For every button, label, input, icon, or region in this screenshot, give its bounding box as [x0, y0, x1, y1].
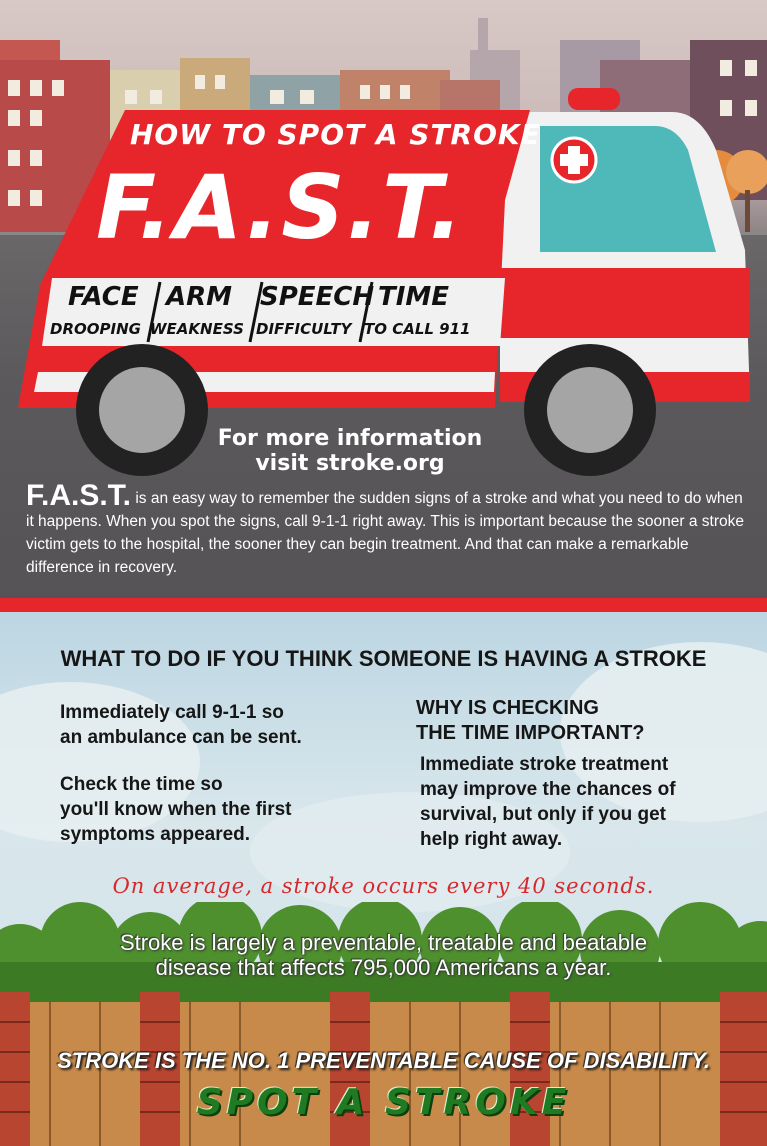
letter-arm: ARM [166, 282, 233, 312]
why-body [420, 752, 676, 852]
step-check-line1: Check the time so [60, 774, 223, 795]
fast-acronym: F.A.S.T. [96, 156, 465, 259]
preventable-line2: disease that affects 795,000 Americans a year. [155, 955, 612, 980]
letter-speech-desc: DIFFICULTY [256, 320, 352, 338]
letter-time-desc: TO CALL 911 [364, 320, 471, 338]
step-check-line2: you'll know when the first [60, 799, 292, 820]
more-info-line1: For more information [217, 426, 483, 451]
average-stat: On average, a stroke occurs every 40 seconds. [112, 874, 655, 898]
red-divider [0, 598, 767, 612]
letter-face-desc: DROOPING [50, 320, 141, 338]
preventable-line1: Stroke is largely a preventable, treatable and beatable [119, 930, 648, 955]
step-call [60, 700, 302, 750]
intro-text: is an easy way to remember the sudden signs of a stroke and what you need to do when it happens. When you spot the signs, call 9-1-1 right away. This is important because the sooner a stroke victim gets to the hospital, the sooner they can begin treatment. And that can make a remarkable difference in recovery. [26, 490, 744, 576]
disability-statement: STROKE IS THE NO. 1 PREVENTABLE CAUSE OF DISABILITY. [57, 1048, 710, 1073]
info-section [0, 612, 767, 1146]
preventable-statement [0, 930, 767, 980]
more-info [150, 426, 550, 476]
spot-a-stroke-title: SPOT A STROKE [196, 1082, 571, 1123]
why-body-line: survival, but only if you get [420, 804, 666, 825]
letter-speech: SPEECH [260, 282, 375, 312]
why-title [416, 696, 645, 746]
what-to-do-title: WHAT TO DO IF YOU THINK SOMEONE IS HAVING A STROKE [60, 646, 707, 671]
step-call-line1: Immediately call 9-1-1 so [60, 702, 284, 723]
why-body-line: may improve the chances of [420, 779, 676, 800]
why-title-line2: THE TIME IMPORTANT? [416, 722, 645, 744]
why-title-line1: WHY IS CHECKING [416, 697, 599, 719]
step-call-line2: an ambulance can be sent. [60, 727, 302, 748]
letter-arm-desc: WEAKNESS [150, 320, 244, 338]
step-check-time [60, 772, 291, 847]
letter-time: TIME [378, 282, 450, 312]
step-check-line3: symptoms appeared. [60, 824, 251, 845]
intro-lead: F.A.S.T. [26, 479, 132, 512]
more-info-link[interactable]: visit stroke.org [255, 451, 445, 476]
intro-paragraph [26, 479, 746, 579]
why-body-line: help right away. [420, 829, 563, 850]
why-body-line: Immediate stroke treatment [420, 754, 669, 775]
headline: HOW TO SPOT A STROKE [130, 118, 541, 151]
letter-face: FACE [68, 282, 139, 312]
